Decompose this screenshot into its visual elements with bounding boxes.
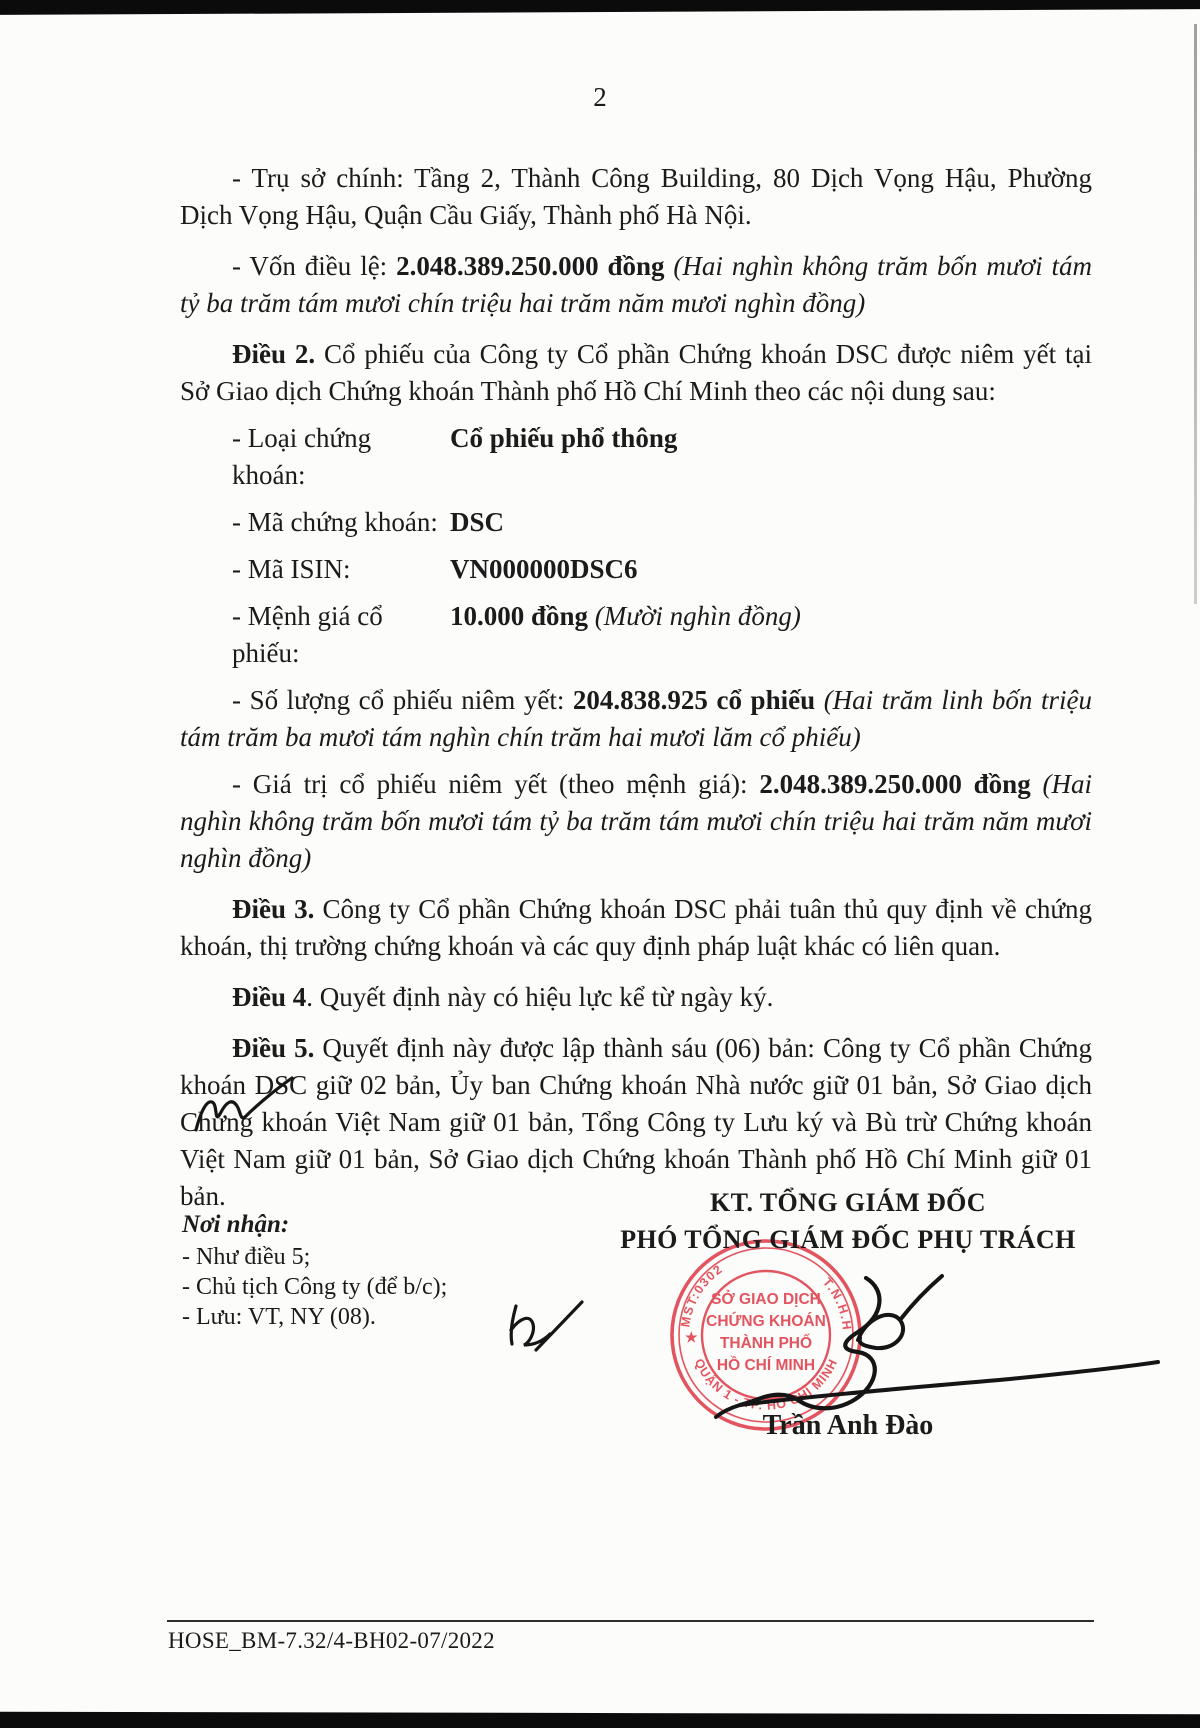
scan-edge-top: [0, 0, 1200, 15]
signature-title-line1: KT. TỔNG GIÁM ĐỐC: [710, 1188, 986, 1217]
seal-ring-district: QUẬN 1 - TP. HỒ CHÍ MINH: [691, 1356, 841, 1413]
paragraph-article-3: [180, 891, 1092, 965]
recipients-title: Nơi nhận:: [182, 1211, 290, 1238]
seal-center-line4: HỒ CHÍ MINH: [716, 1357, 816, 1374]
paragraph-charter-capital: [180, 248, 1092, 322]
isin-label: - Mã ISIN:: [232, 554, 351, 584]
article-2-text: Cổ phiếu của Công ty Cổ phần Chứng khoán DSC được niêm yết tại Sở Giao dịch Chứng khoán Thành phố Hồ Chí Minh theo các nội dung sau:: [180, 339, 1092, 406]
par-value-label: - Mệnh giá cổ phiếu:: [232, 601, 383, 668]
recipient-item: - Lưu: VT, NY (08).: [182, 1304, 376, 1330]
paragraph-listed-value: [180, 766, 1092, 877]
article-2-label: Điều 2.: [232, 339, 316, 369]
seal-center-line3: THÀNH PHỐ: [719, 1335, 813, 1352]
article-5-text: Quyết định này được lập thành sáu (06) bản: Công ty Cổ phần Chứng khoán DSC giữ 02 bản, Ủy ban Chứng khoán Nhà nước giữ 01 bản, Sở Giao dịch Chứng khoán Việt Nam giữ 01 bản, Tổng Công ty Lưu ký và Bù trừ Chứng khoán Việt Nam giữ 01 bản, Sở Giao dịch Chứng khoán Thành phố Hồ Chí Minh giữ 01 bản.: [180, 1033, 1092, 1211]
list-item-security-type: [232, 420, 1092, 494]
listed-quantity-value: 204.838.925 cổ phiếu: [572, 685, 816, 715]
signature-title-line2: PHÓ TỔNG GIÁM ĐỐC PHỤ TRÁCH: [620, 1225, 1076, 1254]
listed-value-words: (Hai nghìn không trăm bốn mươi tám tỷ ba trăm tám mươi chín triệu hai trăm năm mươi nghìn đồng): [180, 769, 1092, 873]
list-item-isin: [232, 551, 1092, 588]
article-3-text: Công ty Cổ phần Chứng khoán DSC phải tuân thủ quy định về chứng khoán, thị trường chứng khoán và các quy định pháp luật khác có liên quan.: [180, 894, 1092, 961]
charter-capital-words: (Hai nghìn không trăm bốn mươi tám tỷ ba trăm tám mươi chín triệu hai trăm năm mươi nghìn đồng): [180, 251, 1092, 318]
listed-quantity-label: - Số lượng cổ phiếu niêm yết:: [232, 685, 573, 715]
seal-center-line2: CHỨNG KHOÁN: [706, 1313, 826, 1330]
recipient-item: - Chủ tịch Công ty (để b/c);: [182, 1274, 448, 1300]
article-4-label: Điều 4: [232, 982, 307, 1012]
scan-edge-bottom: [0, 1712, 1200, 1728]
listed-value-value: 2.048.389.250.000 đồng: [759, 769, 1031, 799]
seal-ring-mst: MST:0302: [678, 1261, 726, 1329]
paragraph-article-2: [180, 336, 1092, 410]
recipients-block: [182, 1210, 447, 1332]
page-number: 2: [593, 82, 607, 112]
list-item-par-value: [232, 598, 1092, 672]
seal-ring-tnhh: T.N.H.H: [819, 1275, 855, 1332]
ticker-label: - Mã chứng khoán:: [232, 507, 438, 537]
footer-form-code: HOSE_BM-7.32/4-BH02-07/2022: [168, 1628, 495, 1653]
par-value-group: [450, 598, 801, 672]
paragraph-listed-quantity: [180, 682, 1092, 756]
charter-capital-value: 2.048.389.250.000 đồng: [396, 251, 665, 281]
article-5-label: Điều 5.: [232, 1033, 315, 1063]
signature-title-block: [618, 1184, 1078, 1258]
footer-rule: [167, 1620, 1094, 1622]
ticker-value: DSC: [450, 507, 505, 537]
listed-quantity-words: (Hai trăm linh bốn triệu tám trăm ba mươi tám nghìn chín trăm hai mươi lăm cổ phiếu): [180, 685, 1092, 752]
company-seal: [669, 1238, 863, 1432]
isin-value: VN000000DSC6: [450, 554, 638, 584]
recipient-item: - Như điều 5;: [182, 1244, 311, 1270]
signer-name: Trần Anh Đào: [762, 1410, 934, 1441]
security-type-label: - Loại chứng khoán:: [232, 423, 372, 490]
signature-stroke-loop: [858, 1276, 942, 1348]
par-value-words: (Mười nghìn đồng): [588, 601, 801, 631]
seal-center-line1: SỞ GIAO DỊCH: [711, 1291, 821, 1308]
listed-value-label: - Giá trị cổ phiếu niêm yết (theo mệnh giá):: [232, 769, 760, 799]
paragraph-head-office: - Trụ sở chính: Tầng 2, Thành Công Building, 80 Dịch Vọng Hậu, Phường Dịch Vọng Hậu, Quận Cầu Giấy, Thành phố Hà Nội.: [180, 163, 1092, 230]
list-item-ticker: [232, 504, 1092, 541]
charter-capital-label: - Vốn điều lệ:: [232, 251, 397, 281]
par-value-value: 10.000 đồng: [450, 601, 589, 631]
paragraph-article-4: [180, 979, 1092, 1016]
article-3-label: Điều 3.: [232, 894, 315, 924]
seal-star-icon: ★: [685, 1329, 698, 1345]
document-body: [180, 160, 1092, 1215]
article-4-text: . Quyết định này có hiệu lực kể từ ngày ký.: [306, 982, 774, 1012]
security-type-value: Cổ phiếu phổ thông: [450, 423, 678, 453]
initial-paraph-recipients: [511, 1302, 582, 1350]
